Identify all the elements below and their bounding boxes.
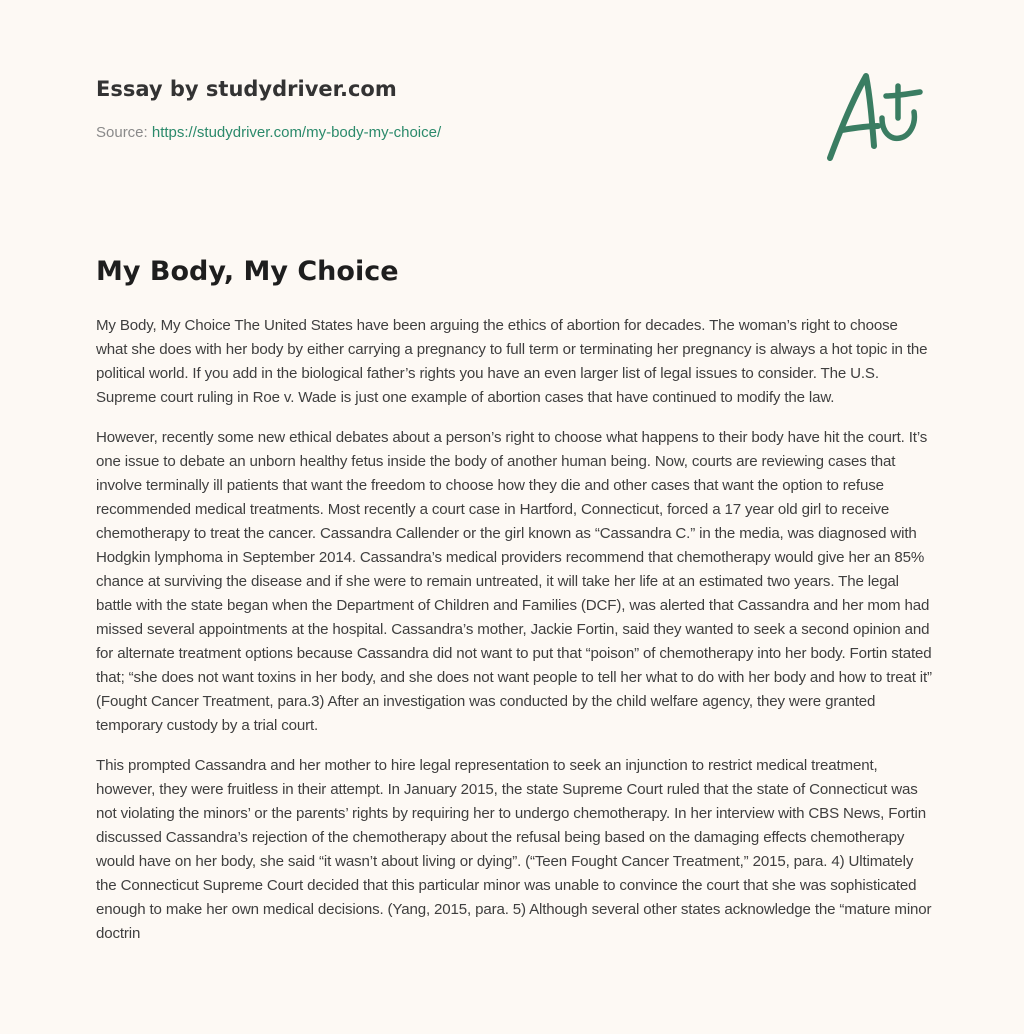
essay-title: My Body, My Choice (96, 256, 399, 287)
source-link[interactable]: https://studydriver.com/my-body-my-choice/ (151, 124, 442, 141)
essay-paragraph: My Body, My Choice The United States have been arguing the ethics of abortion for decades. The woman’s right to choose what she does with her body by either carrying a pregnancy to full term or terminating her pregnancy is always a hot topic in the political world. If you add in the biological father’s rights you have an even larger list of legal issues to consider. The U.S. Supreme court ruling in Roe v. Wade is just one example of abortion cases that have continued to modify the law. (96, 317, 928, 406)
essay-paragraph: This prompted Cassandra and her mother to hire legal representation to seek an injunction to restrict medical treatment, however, they were fruitless in their attempt. In January 2015, the state Supreme Court ruled that the state of Connecticut was not violating the minors’ or the parents’ rights by requiring her to undergo chemotherapy. In her interview with CBS News, Fortin discussed Cassandra’s rejection of the chemotherapy about the refusal being based on the damaging effects chemotherapy would have on her body, she said “it wasn’t about living or dying”. (“Teen Fought Cancer Treatment,” 2015, para. 4) Ultimately the Connecticut Supreme Court decided that this particular minor was unable to convince the court that she was sophisticated enough to make her own medical decisions. (Yang, 2015, para. 5) Although several other states acknowledge the “mature minor doctrin (96, 757, 932, 942)
essay-body (96, 314, 932, 962)
a-plus-grade-icon (820, 66, 930, 166)
source-label: Source: (96, 124, 152, 141)
site-title: Essay by studydriver.com (96, 77, 397, 101)
essay-header (96, 77, 936, 177)
essay-paragraph: However, recently some new ethical debates about a person’s right to choose what happens to their body have hit the court. It’s one issue to debate an unborn healthy fetus inside the body of another human being. Now, courts are reviewing cases that involve terminally ill patients that want the freedom to choose how they die and other cases that want the option to refuse recommended medical treatments. Most recently a court case in Hartford, Connecticut, forced a 17 year old girl to receive chemotherapy to treat the cancer. Cassandra Callender or the girl known as “Cassandra C.” in the media, was diagnosed with Hodgkin lymphoma in September 2014. Cassandra’s medical providers recommend that chemotherapy would give her an 85% chance at surviving the disease and if she were to remain untreated, it will take her life at an estimated two years. The legal battle with the state began when the Department of Children and Families (DCF), was alerted that Cassandra and her mom had missed several appointments at the hospital. Cassandra’s mother, Jackie Fortin, said they wanted to seek a second opinion and for alternate treatment options because Cassandra did not want to put that “poison” of chemotherapy into her body. Fortin stated that; “she does not want toxins in her body, and she does not want people to tell her what to do with her body and how to treat it” (Fought Cancer Treatment, para.3) After an investigation was conducted by the child welfare agency, they were granted temporary custody by a trial court. (96, 429, 932, 734)
source-line (96, 124, 441, 141)
